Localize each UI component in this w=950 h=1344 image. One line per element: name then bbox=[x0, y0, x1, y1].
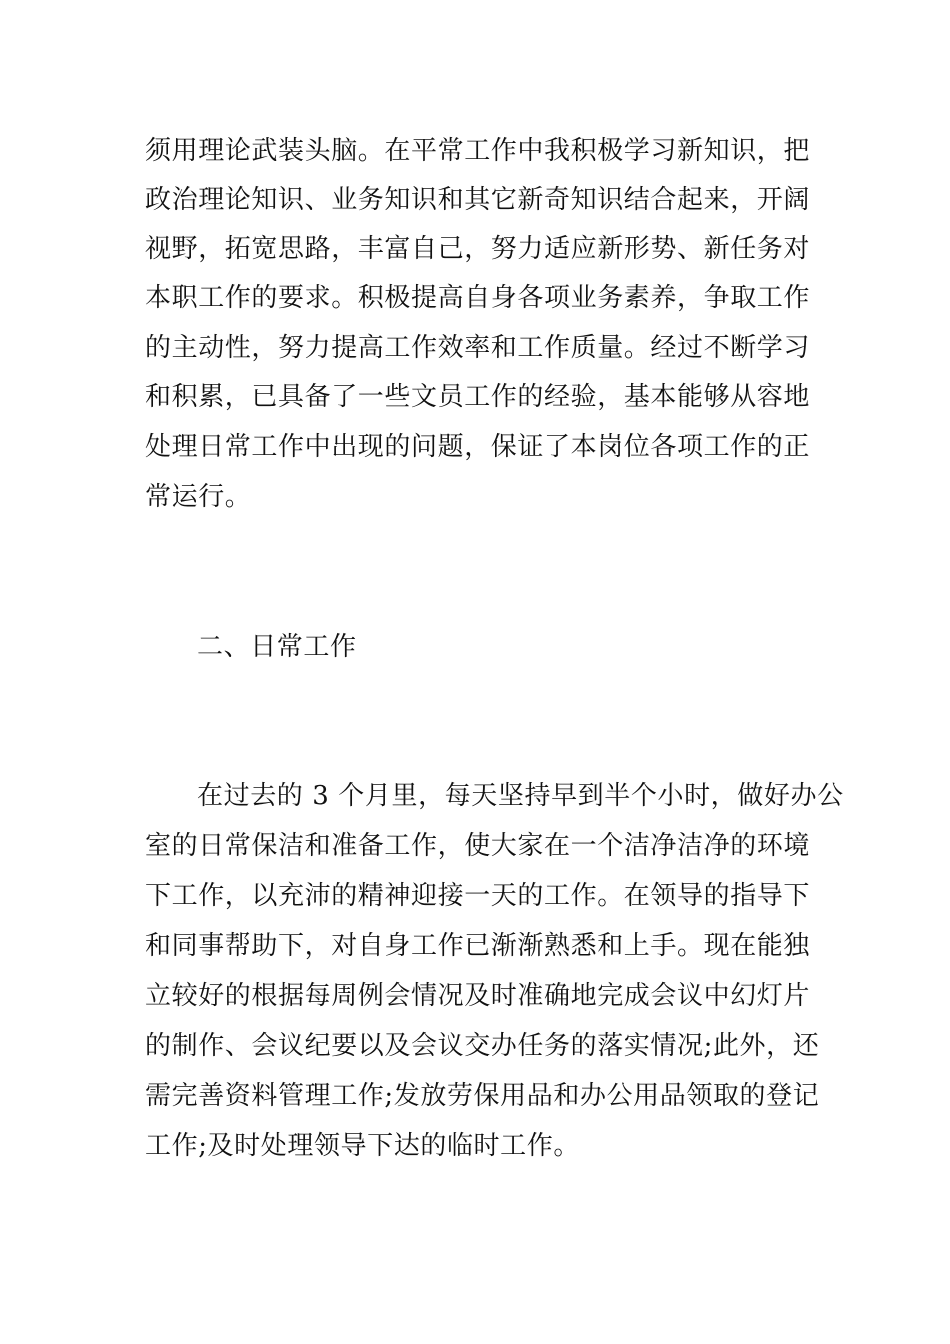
paragraph-line: 常运行。 bbox=[145, 482, 252, 512]
paragraph-line: 的主动性，努力提高工作效率和工作质量。经过不断学习 bbox=[145, 333, 811, 363]
paragraph-line: 立较好的根据每周例会情况及时准确地完成会议中幻灯片 bbox=[145, 981, 811, 1011]
paragraph-line: 在过去的 3 个月里，每天坚持早到半个小时，做好办公 bbox=[197, 781, 844, 811]
paragraph-line: 室的日常保洁和准备工作，使大家在一个洁净洁净的环境 bbox=[145, 831, 811, 861]
paragraph-line: 工作;及时处理领导下达的临时工作。 bbox=[145, 1131, 580, 1161]
paragraph-line: 政治理论知识、业务知识和其它新奇知识结合起来，开阔 bbox=[145, 185, 811, 215]
paragraph-line: 本职工作的要求。积极提高自身各项业务素养，争取工作 bbox=[145, 283, 811, 313]
paragraph-line: 和同事帮助下，对自身工作已渐渐熟悉和上手。现在能独 bbox=[145, 931, 811, 961]
paragraph-line: 须用理论武装头脑。在平常工作中我积极学习新知识，把 bbox=[145, 136, 811, 166]
paragraph-line: 需完善资料管理工作;发放劳保用品和办公用品领取的登记 bbox=[145, 1081, 820, 1111]
paragraph-line: 处理日常工作中出现的问题，保证了本岗位各项工作的正 bbox=[145, 432, 811, 462]
paragraph-line: 下工作，以充沛的精神迎接一天的工作。在领导的指导下 bbox=[145, 881, 811, 911]
paragraph-line: 的制作、会议纪要以及会议交办任务的落实情况;此外，还 bbox=[145, 1031, 820, 1061]
paragraph-line: 和积累，已具备了一些文员工作的经验，基本能够从容地 bbox=[145, 382, 811, 412]
section-heading: 二、日常工作 bbox=[197, 632, 357, 662]
paragraph-line: 视野，拓宽思路，丰富自己，努力适应新形势、新任务对 bbox=[145, 234, 811, 264]
